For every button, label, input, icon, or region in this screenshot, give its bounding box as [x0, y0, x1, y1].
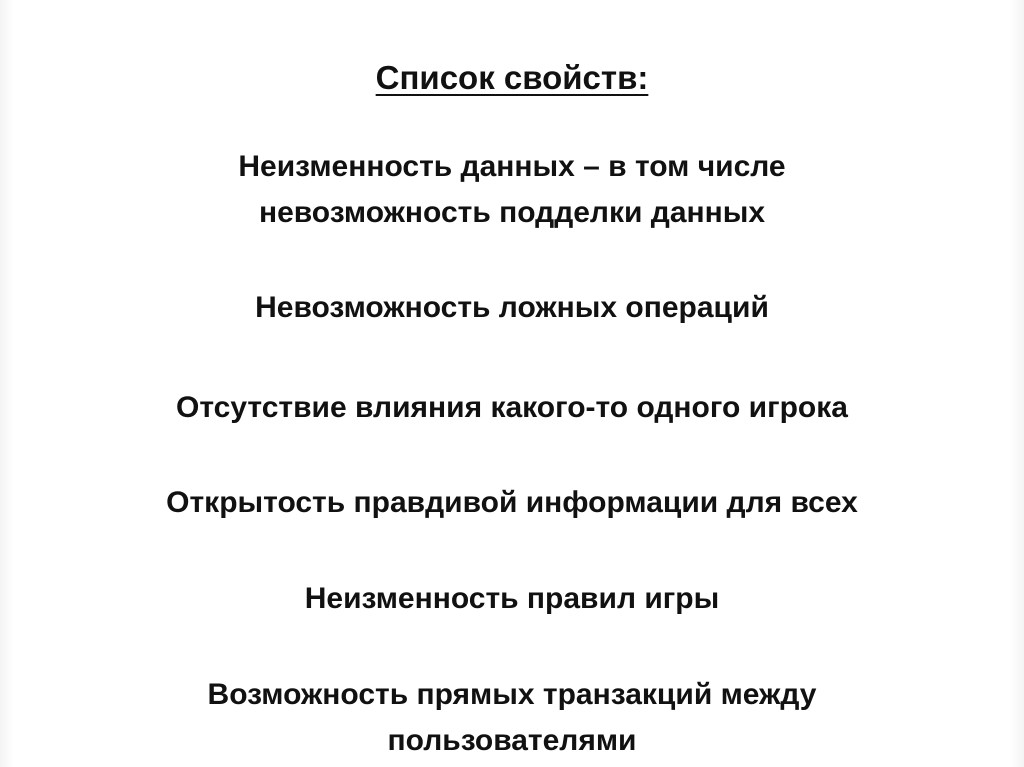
property-item-line: Открытость правдивой информации для всех [166, 486, 858, 519]
property-item-line: Неизменность данных – в том числе [238, 150, 786, 183]
property-item-line: Неизменность правил игры [304, 582, 720, 615]
property-item-direct-transactions [40, 672, 984, 764]
slide-title-text: Список свойств: [375, 59, 649, 96]
property-item-open-information [40, 480, 984, 526]
property-item-line: пользователями [387, 724, 637, 757]
property-item-line: невозможность подделки данных [258, 196, 766, 229]
property-item-fixed-rules [40, 576, 984, 622]
property-item-no-single-player-influence [40, 385, 984, 431]
property-item-line: Возможность прямых транзакций между [207, 678, 817, 711]
property-item-line: Отсутствие влияния какого-то одного игрока [176, 391, 848, 424]
slide-title [0, 58, 1024, 98]
property-item-line: Невозможность ложных операций [255, 291, 769, 324]
property-item-data-immutability [40, 144, 984, 236]
property-item-no-false-operations [40, 285, 984, 331]
